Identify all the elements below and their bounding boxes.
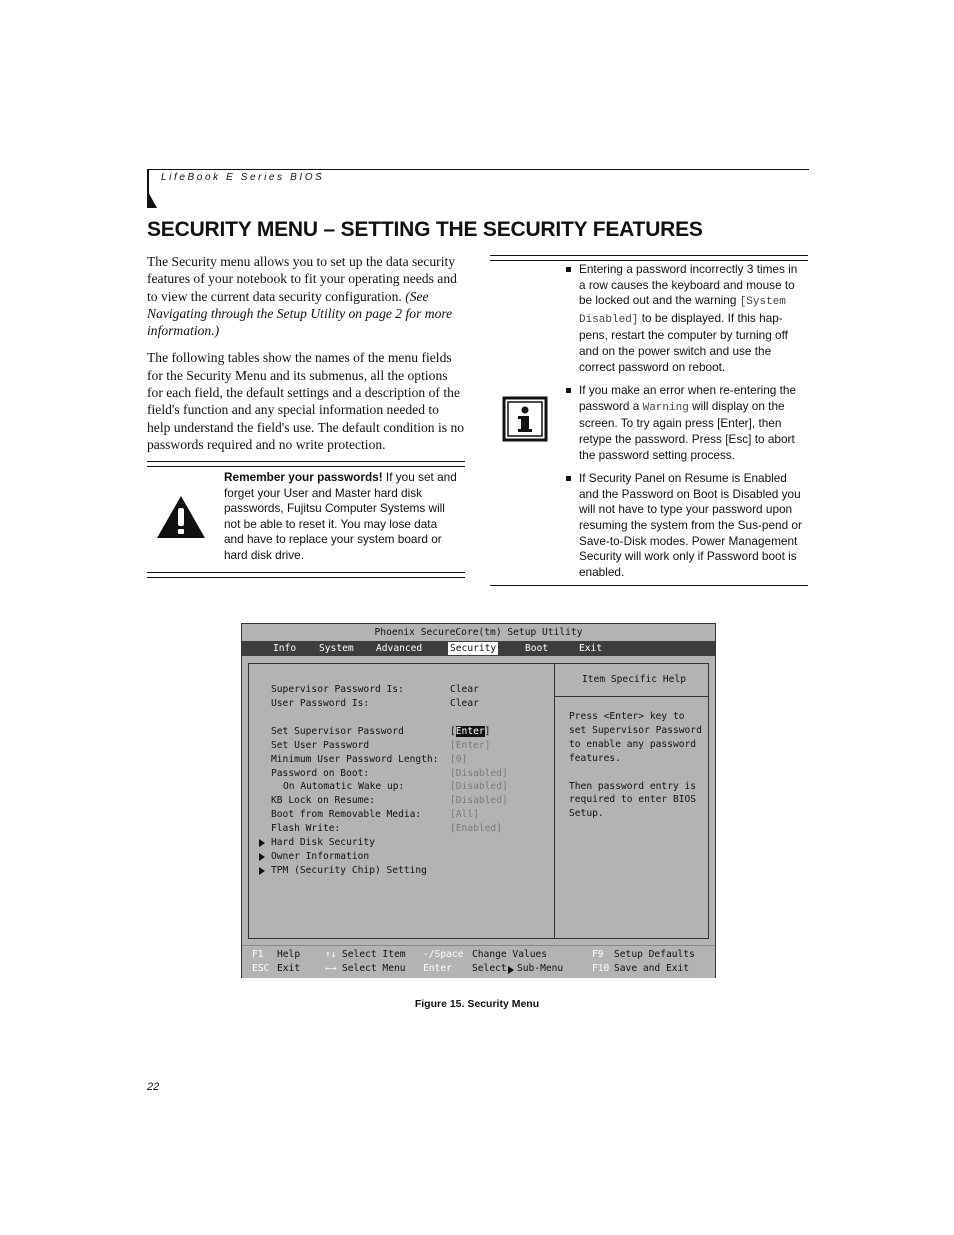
bios-help-line: required to enter BIOS xyxy=(569,794,697,805)
key-esc-label: Exit xyxy=(277,963,301,974)
key-up-down-label: Select Item xyxy=(342,949,406,960)
caution-heading: Remember your passwords! xyxy=(224,470,383,484)
info-item-2-text-end: will display on the screen. To try again press [Enter], then retype the password. Press [Esc] to abort the password setting process. xyxy=(579,398,795,462)
key-f10: F10 xyxy=(592,963,610,974)
submenu-arrow-icon xyxy=(259,853,265,861)
bios-title: Phoenix SecureCore(tm) Setup Utility xyxy=(374,627,583,638)
caution-top-rule xyxy=(147,461,465,467)
info-item-1-code: [System Disabled] xyxy=(579,296,786,326)
caution-bottom-rule xyxy=(147,572,465,578)
intro-paragraph-2: The following tables show the names of the menu fields for the Security Menu and its submenus, all the options for each field, the default settings and a description of the field's function and any special information needed to help understand the field's use. The default condition is no passwords required and no write protection. xyxy=(147,350,465,452)
submenu-arrow-icon xyxy=(259,867,265,875)
key-minus-space: -/Space xyxy=(423,949,464,960)
page-number: 22 xyxy=(147,1081,160,1093)
bios-help-line: Then password entry is xyxy=(569,781,697,792)
bios-help-line: set Supervisor Password xyxy=(569,725,702,736)
key-up-down: ↑↓ xyxy=(325,949,337,960)
bios-field-label[interactable]: Boot from Removable Media: xyxy=(271,809,422,820)
bios-field-label[interactable]: Flash Write: xyxy=(271,823,341,834)
running-header: LifeBook E Series BIOS xyxy=(161,172,325,183)
bios-field-label[interactable]: Password on Boot: xyxy=(271,768,370,779)
bios-field-label: Supervisor Password Is: xyxy=(271,684,404,695)
page-title: SECURITY MENU – SETTING THE SECURITY FEATURES xyxy=(147,218,703,241)
caution-body: If you set and forget your User and Master hard disk passwords, Fujitsu Computer Systems will not be able to reset it. You may lose data and have to replace your system board or hard disk drive. xyxy=(224,470,457,562)
info-item-reentry xyxy=(566,383,802,463)
bios-field-value[interactable]: [All] xyxy=(450,809,479,820)
bios-field-value[interactable]: [Disabled] xyxy=(450,795,508,806)
bios-field-label[interactable]: On Automatic Wake up: xyxy=(283,781,405,792)
key-enter-label-submenu: Sub-Menu xyxy=(517,963,564,974)
bios-help-line: Press <Enter> key to xyxy=(569,711,685,722)
bios-submenu-hard-disk-security[interactable]: Hard Disk Security xyxy=(271,837,375,848)
bios-menubar xyxy=(242,641,715,656)
bios-field-value: Clear xyxy=(450,698,479,709)
bios-help-line: Setup. xyxy=(569,808,604,819)
bios-main-panel xyxy=(248,663,709,939)
info-top-rule xyxy=(490,255,808,261)
intro-text xyxy=(147,253,465,463)
bios-field-label[interactable]: Set Supervisor Password xyxy=(271,726,404,737)
bios-submenu-owner-information[interactable]: Owner Information xyxy=(271,851,370,862)
bios-panel-divider xyxy=(554,664,555,938)
info-item-1-text-end: to be displayed. If this hap-pens, restart the computer by turning off and on the power switch and use the correct password on reboot. xyxy=(579,310,788,374)
intro-p1-reference: (See Navigating through the Setup Utility on page 2 for more information.) xyxy=(147,288,453,339)
bios-key-legend xyxy=(242,945,715,978)
submenu-arrow-icon xyxy=(508,966,514,974)
caution-exclamation-icon xyxy=(156,495,206,544)
info-item-2-text: If you make an error when re-entering the password a xyxy=(579,383,797,413)
bios-menu-exit[interactable]: Exit xyxy=(579,643,603,654)
bios-field-label[interactable]: Minimum User Password Length: xyxy=(271,754,439,765)
bios-help-line: to enable any password xyxy=(569,739,697,750)
info-icon xyxy=(502,396,548,447)
bios-menu-system[interactable]: System xyxy=(319,643,354,654)
key-enter: Enter xyxy=(423,963,452,974)
bios-field-value[interactable]: [Disabled] xyxy=(450,768,508,779)
header-rule xyxy=(147,169,809,170)
key-minus-space-label: Change Values xyxy=(472,949,548,960)
info-bottom-rule xyxy=(490,585,808,586)
bios-help-header-rule xyxy=(554,696,708,697)
intro-paragraph-1 xyxy=(147,253,465,339)
info-item-2-code: Warning xyxy=(642,401,689,414)
bios-field-value[interactable]: [Disabled] xyxy=(450,781,508,792)
bios-field-label[interactable]: Set User Password xyxy=(271,740,370,751)
bios-help-line: features. xyxy=(569,753,621,764)
bios-field-value-selected[interactable]: [Enter] xyxy=(450,726,491,737)
header-mark-tip xyxy=(147,190,157,208)
key-f1: F1 xyxy=(252,949,264,960)
key-f1-label: Help xyxy=(277,949,301,960)
bios-menu-security[interactable]: Security xyxy=(450,643,497,654)
info-list xyxy=(566,262,802,588)
bios-screen xyxy=(241,623,716,978)
info-item-lockout xyxy=(566,262,802,375)
bios-submenu-tpm-setting[interactable]: TPM (Security Chip) Setting xyxy=(271,865,427,876)
key-left-right: ←→ xyxy=(325,963,337,974)
key-f9-label: Setup Defaults xyxy=(614,949,695,960)
caution-text xyxy=(224,470,460,563)
bios-field-value[interactable]: [Enabled] xyxy=(450,823,502,834)
key-left-right-label: Select Menu xyxy=(342,963,406,974)
info-item-1-text: Entering a password incorrectly 3 times in a row causes the keyboard and mouse to be locked out and the warning xyxy=(579,262,798,308)
figure-caption: Figure 15. Security Menu xyxy=(414,998,540,1010)
bios-field-label: User Password Is: xyxy=(271,698,370,709)
submenu-arrow-icon xyxy=(259,839,265,847)
key-f9: F9 xyxy=(592,949,604,960)
info-item-resume: If Security Panel on Resume is Enabled and the Password on Boot is Disabled you will not have to type your password upon resuming the system from the Sus-pend or Save-to-Disk modes. Power Management Security will work only if Password boot is enabled. xyxy=(566,471,802,580)
bios-field-value[interactable]: [0] xyxy=(450,754,468,765)
key-esc: ESC xyxy=(252,963,270,974)
bios-field-value: Clear xyxy=(450,684,479,695)
bios-field-value[interactable]: [Enter] xyxy=(450,740,491,751)
intro-p1-text: The Security menu allows you to set up the data security features of your notebook to fit your operating needs and to view the current data security configuration. xyxy=(147,254,457,304)
key-f10-label: Save and Exit xyxy=(614,963,690,974)
key-enter-label: Select xyxy=(472,963,507,974)
bios-menu-advanced[interactable]: Advanced xyxy=(376,643,423,654)
bios-menu-info[interactable]: Info xyxy=(273,643,297,654)
bios-selected-value[interactable]: Enter xyxy=(455,726,485,737)
bios-help-title: Item Specific Help xyxy=(582,674,686,685)
bios-field-label[interactable]: KB Lock on Resume: xyxy=(271,795,375,806)
bios-menu-boot[interactable]: Boot xyxy=(525,643,549,654)
